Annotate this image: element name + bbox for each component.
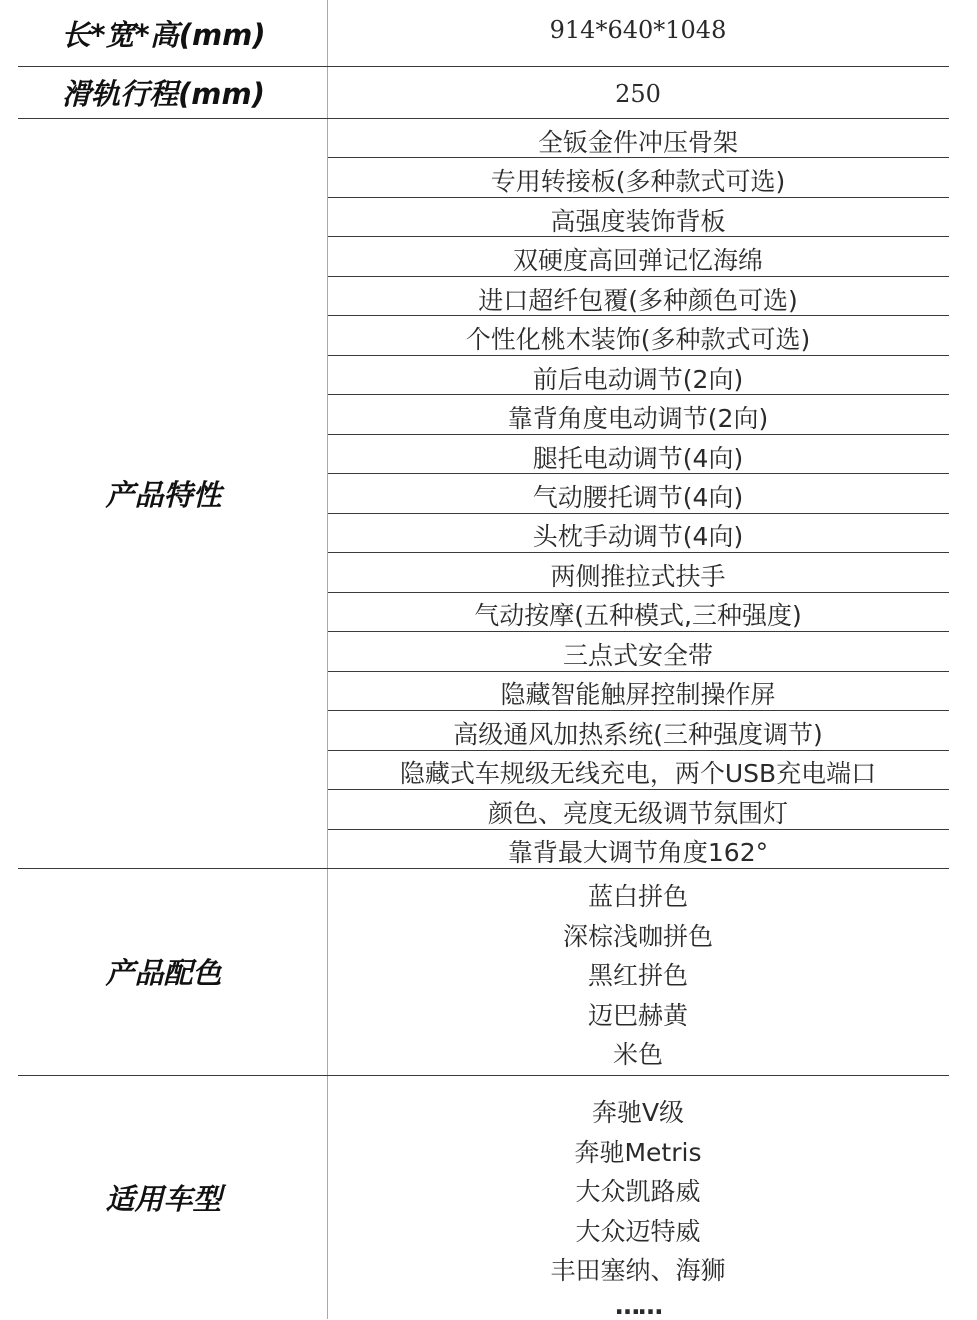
feature-divider bbox=[328, 592, 949, 593]
feature-divider bbox=[328, 513, 949, 514]
feature-item: 两侧推拉式扶手 bbox=[550, 561, 726, 591]
feature-divider bbox=[328, 434, 949, 435]
feature-divider bbox=[328, 789, 949, 790]
slide-travel-value: 250 bbox=[615, 80, 661, 108]
feature-item: 全钣金件冲压骨架 bbox=[537, 127, 738, 157]
feature-divider bbox=[328, 829, 949, 830]
vehicle-item: 丰田塞纳、海狮 bbox=[550, 1256, 726, 1285]
feature-item: 双硬度高回弹记忆海绵 bbox=[512, 246, 763, 276]
feature-divider bbox=[328, 157, 949, 158]
vehicle-item: 奔驰Metris bbox=[574, 1137, 702, 1167]
vehicle-item: …… bbox=[615, 1290, 661, 1320]
feature-item: 靠背角度电动调节(2向) bbox=[507, 404, 769, 434]
feature-item: 专用转接板(多种款式可选) bbox=[490, 167, 786, 197]
color-item: 蓝白拼色 bbox=[587, 882, 688, 911]
feature-item: 进口超纤包覆(多种颜色可选) bbox=[478, 285, 798, 315]
vehicles-label: 适用车型 bbox=[105, 1181, 222, 1216]
feature-divider bbox=[328, 552, 949, 553]
feature-item: 隐藏式车规级无线充电，两个USB充电端口 bbox=[399, 759, 877, 789]
color-item: 黑红拼色 bbox=[587, 961, 688, 990]
feature-item: 个性化桃木装饰(多种款式可选) bbox=[465, 325, 811, 355]
feature-divider bbox=[328, 315, 949, 316]
feature-divider bbox=[328, 394, 949, 395]
features-label: 产品特性 bbox=[105, 477, 222, 512]
feature-item: 气动按摩(五种模式,三种强度) bbox=[474, 601, 802, 631]
vehicle-item: 大众迈特威 bbox=[575, 1216, 701, 1246]
vehicle-item: 奔驰V级 bbox=[591, 1098, 685, 1127]
feature-item: 气动腰托调节(4向) bbox=[532, 483, 744, 512]
feature-item: 三点式安全带 bbox=[562, 640, 713, 670]
color-item: 深棕浅咖拼色 bbox=[562, 921, 713, 951]
color-item: 迈巴赫黄 bbox=[587, 1000, 688, 1030]
feature-divider bbox=[328, 473, 949, 474]
feature-item: 前后电动调节(2向) bbox=[532, 364, 744, 394]
feature-divider bbox=[328, 197, 949, 198]
feature-item: 高强度装饰背板 bbox=[550, 206, 726, 236]
feature-divider bbox=[328, 750, 949, 751]
feature-item: 隐藏智能触屏控制操作屏 bbox=[500, 680, 776, 710]
feature-divider bbox=[328, 236, 949, 237]
feature-item: 靠背最大调节角度162° bbox=[507, 838, 769, 868]
dimensions-label: 长*宽*高(mm) bbox=[61, 17, 266, 52]
feature-divider bbox=[328, 355, 949, 356]
feature-item: 腿托电动调节(4向) bbox=[532, 443, 744, 473]
vehicle-item: 大众凯路威 bbox=[575, 1177, 701, 1206]
dimensions-value: 914*640*1048 bbox=[549, 16, 727, 44]
feature-divider bbox=[328, 631, 949, 632]
feature-divider bbox=[328, 710, 949, 711]
colors-label: 产品配色 bbox=[105, 956, 222, 990]
feature-item: 颜色、亮度无级调节氛围灯 bbox=[487, 798, 788, 828]
feature-item: 高级通风加热系统(三种强度调节) bbox=[453, 719, 823, 749]
feature-item: 头枕手动调节(4向) bbox=[532, 522, 744, 552]
feature-divider bbox=[328, 276, 949, 277]
color-item: 米色 bbox=[612, 1040, 663, 1069]
feature-divider bbox=[328, 671, 949, 672]
slide-travel-label: 滑轨行程(mm) bbox=[62, 76, 265, 111]
